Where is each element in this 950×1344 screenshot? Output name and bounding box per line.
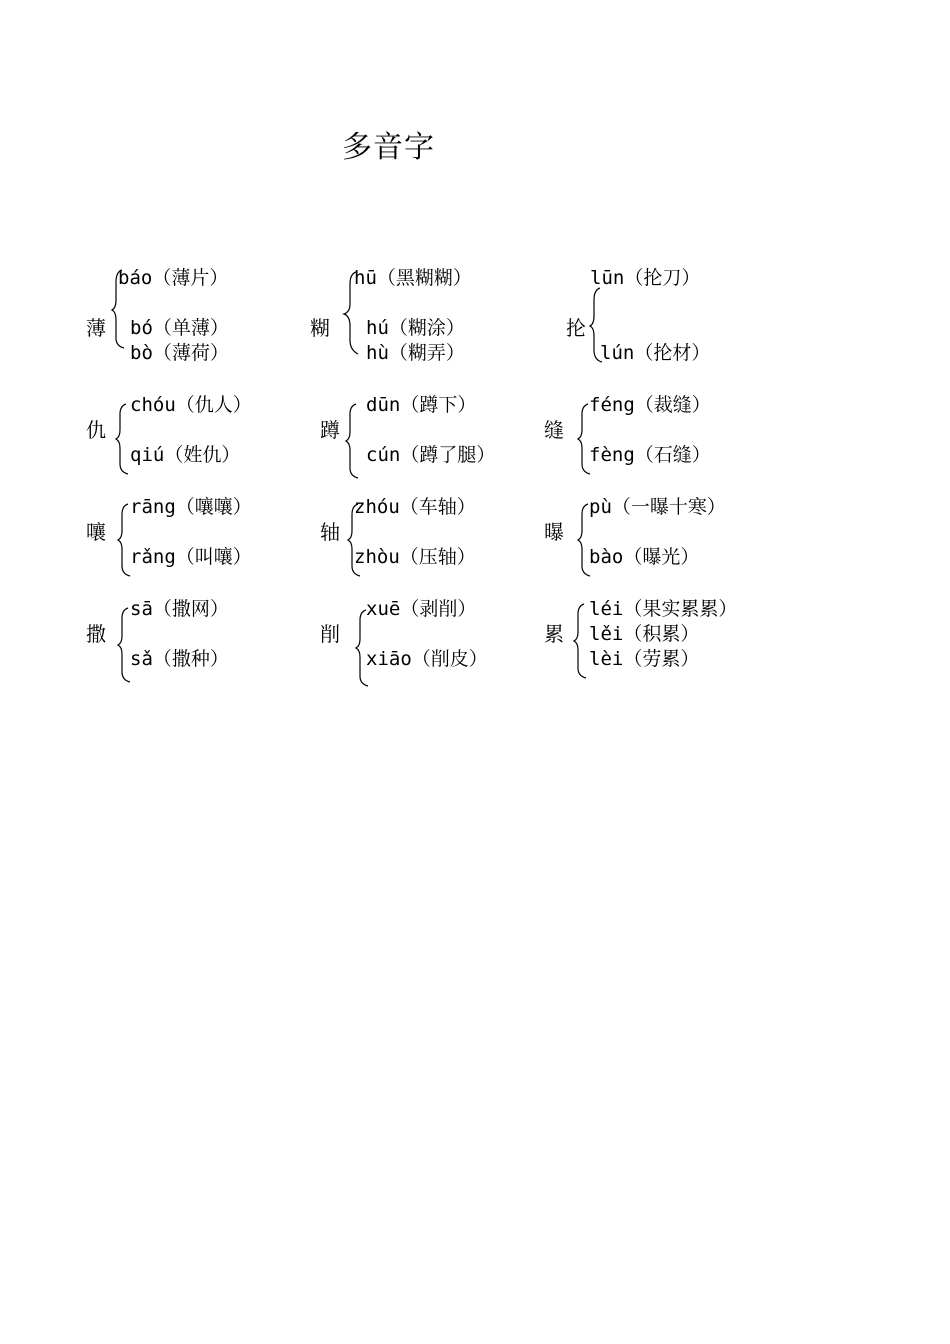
pinyin: xiāo	[366, 648, 412, 670]
pinyin: zhòu	[354, 546, 400, 568]
reading-line	[366, 341, 465, 365]
reading-line	[130, 545, 252, 569]
pinyin: rāng	[130, 496, 176, 518]
pinyin: bó	[130, 317, 153, 339]
example-word: （撒种）	[152, 648, 229, 670]
pinyin: bò	[130, 342, 153, 364]
pinyin: báo	[118, 267, 153, 289]
example-word: （撒网）	[152, 598, 229, 620]
reading-line	[589, 393, 711, 417]
pinyin: lěi	[589, 623, 624, 645]
pinyin: cún	[366, 444, 401, 466]
brace-icon	[346, 402, 360, 478]
example-word: （剥削）	[400, 598, 477, 620]
example-word: （黑糊糊）	[376, 267, 472, 289]
brace-icon	[116, 402, 130, 474]
pinyin: féng	[589, 394, 635, 416]
reading-line	[366, 443, 495, 467]
reading-line	[354, 545, 476, 569]
pinyin: xuē	[366, 598, 401, 620]
polyphone-group	[86, 492, 316, 602]
reading-line	[366, 316, 465, 340]
reading-line	[130, 597, 229, 621]
reading-line	[590, 266, 700, 290]
example-word: （姓仇）	[164, 444, 241, 466]
reading-line	[130, 393, 252, 417]
pinyin: lún	[600, 342, 635, 364]
group-character: 撒	[86, 622, 106, 646]
polyphone-group	[566, 262, 796, 372]
example-word: （劳累）	[623, 648, 700, 670]
reading-line	[354, 266, 472, 290]
group-character: 糊	[310, 316, 330, 340]
group-character: 缝	[544, 418, 564, 442]
pinyin: zhóu	[354, 496, 400, 518]
example-word: （糊弄）	[388, 342, 465, 364]
example-word: （积累）	[623, 623, 700, 645]
pinyin: léi	[589, 598, 624, 620]
reading-line	[130, 316, 229, 340]
polyphone-group	[86, 594, 316, 704]
pinyin: bào	[589, 546, 624, 568]
pinyin: pù	[589, 496, 612, 518]
polyphone-group	[320, 594, 550, 704]
reading-line	[589, 597, 737, 621]
example-word: （抡材）	[634, 342, 711, 364]
example-word: （叫嚷）	[175, 546, 252, 568]
example-word: （果实累累）	[623, 598, 738, 620]
group-character: 累	[544, 622, 564, 646]
group-character: 抡	[566, 316, 586, 340]
reading-line	[118, 266, 228, 290]
pinyin: dūn	[366, 394, 401, 416]
example-word: （蹲下）	[400, 394, 477, 416]
pinyin: sā	[130, 598, 153, 620]
pinyin: fèng	[589, 444, 635, 466]
reading-line	[130, 443, 240, 467]
reading-line	[130, 495, 252, 519]
example-word: （削皮）	[411, 648, 488, 670]
page-title: 多音字	[342, 130, 435, 165]
reading-line	[366, 597, 476, 621]
polyphone-group	[86, 262, 316, 372]
group-character: 嚷	[86, 520, 106, 544]
example-word: （单薄）	[152, 317, 229, 339]
group-character: 蹲	[320, 418, 340, 442]
polyphone-group	[320, 390, 550, 500]
brace-icon	[574, 602, 588, 678]
example-word: （一曝十寒）	[611, 496, 726, 518]
pinyin: lūn	[590, 267, 625, 289]
polyphone-group	[86, 390, 316, 500]
example-word: （嚷嚷）	[175, 496, 252, 518]
example-word: （压轴）	[399, 546, 476, 568]
pinyin: sǎ	[130, 648, 153, 670]
reading-line	[589, 495, 726, 519]
example-word: （蹲了腿）	[400, 444, 496, 466]
reading-line	[366, 393, 476, 417]
pinyin: lèi	[589, 648, 624, 670]
pinyin: hú	[366, 317, 389, 339]
example-word: （车轴）	[399, 496, 476, 518]
pinyin: rǎng	[130, 546, 176, 568]
reading-line	[589, 545, 699, 569]
example-word: （曝光）	[623, 546, 700, 568]
polyphone-group	[544, 594, 774, 704]
reading-line	[589, 647, 699, 671]
pinyin: qiú	[130, 444, 165, 466]
polyphone-group	[320, 492, 550, 602]
example-word: （薄荷）	[152, 342, 229, 364]
polyphone-group	[544, 390, 774, 500]
reading-line	[600, 341, 710, 365]
pinyin: hū	[354, 267, 377, 289]
example-word: （糊涂）	[388, 317, 465, 339]
reading-line	[589, 443, 711, 467]
polyphone-group	[544, 492, 774, 602]
example-word: （薄片）	[152, 267, 229, 289]
group-character: 曝	[544, 520, 564, 544]
pinyin: chóu	[130, 394, 176, 416]
group-character: 薄	[86, 316, 106, 340]
polyphone-group	[310, 262, 540, 372]
pinyin: hù	[366, 342, 389, 364]
reading-line	[589, 622, 699, 646]
example-word: （裁缝）	[634, 394, 711, 416]
reading-line	[130, 341, 229, 365]
group-character: 仇	[86, 418, 106, 442]
reading-line	[354, 495, 476, 519]
example-word: （抡刀）	[624, 267, 701, 289]
example-word: （仇人）	[175, 394, 252, 416]
reading-line	[130, 647, 229, 671]
group-character: 削	[320, 622, 340, 646]
reading-line	[366, 647, 488, 671]
group-character: 轴	[320, 520, 340, 544]
example-word: （石缝）	[634, 444, 711, 466]
